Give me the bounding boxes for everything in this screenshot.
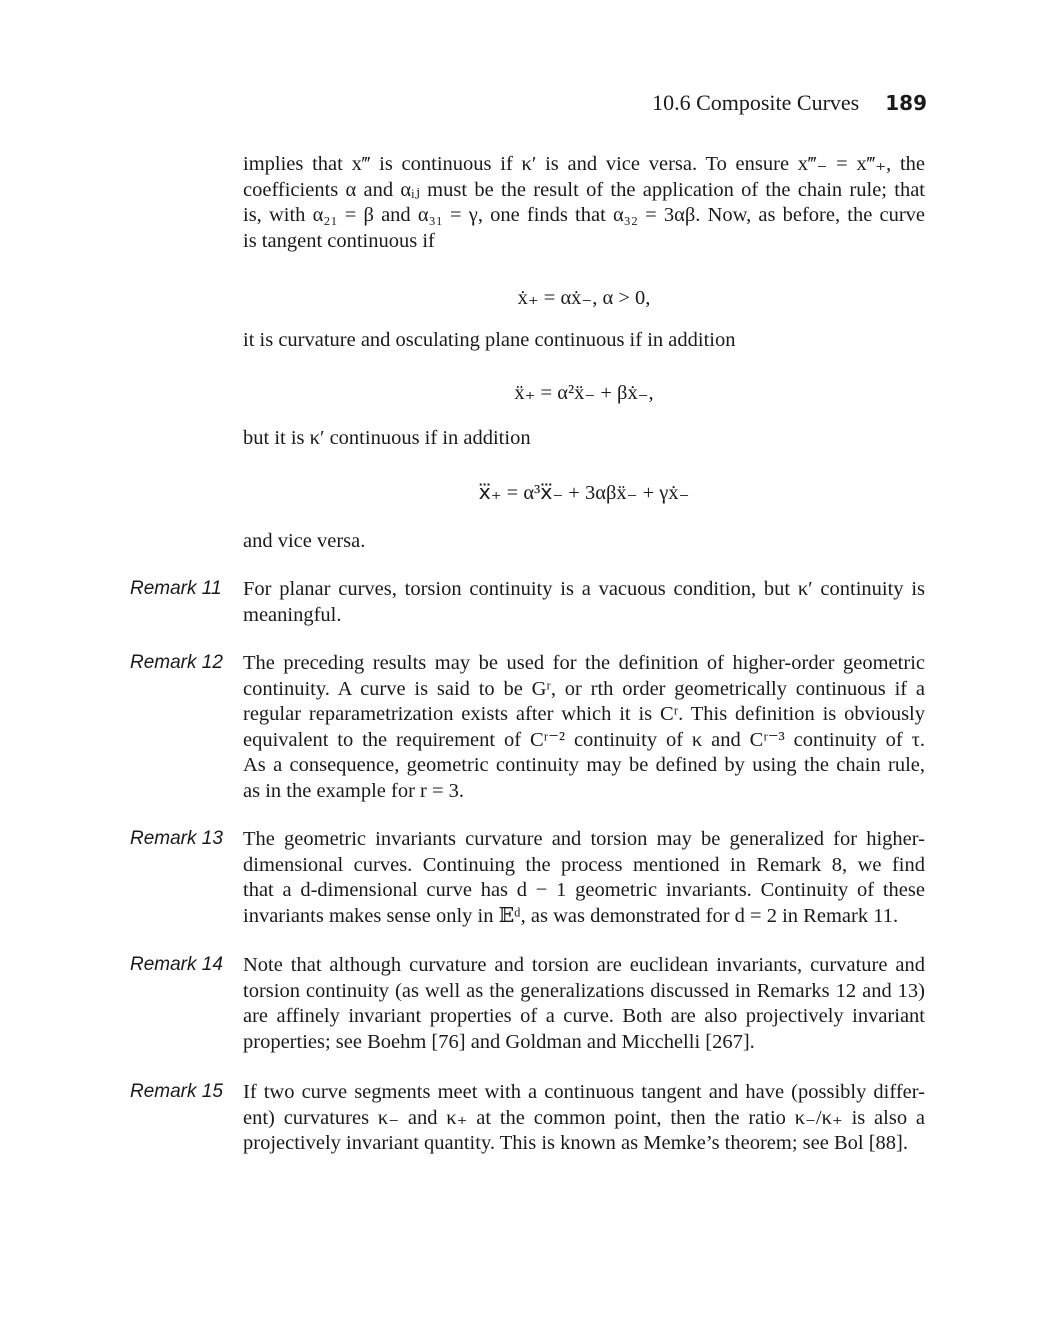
intro-paragraph (243, 152, 925, 254)
text-line: continuity. A curve is said to be Gʳ, or rth order geometrically continuous if a (243, 677, 925, 700)
text-line: it is curvature and osculating plane continuous if in addition (243, 329, 736, 351)
remark-body (243, 953, 925, 1055)
text-line: coefficients α and αᵢⱼ must be the result of the application of the chain rule; that (243, 178, 925, 201)
remark-body (243, 651, 925, 805)
paragraph-curvature (243, 328, 925, 354)
text-line: as in the example for r = 3. (243, 779, 465, 802)
text-line: As a consequence, geometric continuity may be defined by using the chain rule, (243, 754, 925, 777)
text-line: For planar curves, torsion continuity is a vacuous condition, but κ′ continuity is (243, 578, 925, 600)
text-line: equivalent to the requirement of Cʳ⁻² continuity of κ and Cʳ⁻³ continuity of τ. (243, 728, 925, 751)
text-line: torsion continuity (as well as the generalizations discussed in Remarks 12 and 13) (243, 979, 925, 1002)
text-line: regular reparametrization exists after which it is Cʳ. This definition is obviously (243, 703, 925, 726)
running-header (652, 90, 927, 116)
text-line: that a d-dimensional curve has d − 1 geometric invariants. Continuity of these (243, 879, 925, 902)
text-line: but it is κ′ continuous if in addition (243, 427, 531, 449)
page-number: 189 (885, 91, 927, 115)
text-line: dimensional curves. Continuing the process mentioned in Remark 8, we find (243, 853, 925, 876)
remark-label: Remark 14 (130, 954, 223, 975)
paragraph-kappa (243, 426, 925, 452)
text-line: invariants makes sense only in 𝔼ᵈ, as was demonstrated for d = 2 in Remark 11. (243, 904, 899, 927)
remark-body (243, 827, 925, 929)
text-line: ent) curvatures κ₋ and κ₊ at the common point, then the ratio κ₋/κ₊ is also a (243, 1106, 925, 1129)
text-line: meaningful. (243, 603, 342, 626)
text-line: properties; see Boehm [76] and Goldman and Micchelli [267]. (243, 1030, 755, 1053)
text-line: The preceding results may be used for the definition of higher-order geometric (243, 652, 925, 674)
remark-label: Remark 15 (130, 1081, 223, 1102)
equation-kappa: x⃛₊ = α³x⃛₋ + 3αβẍ₋ + γẋ₋ (478, 482, 690, 504)
remark-label: Remark 12 (130, 652, 223, 673)
text-line: is, with α₂₁ = β and α₃₁ = γ, one finds that α₃₂ = 3αβ. Now, as before, the curve (243, 204, 925, 227)
remark-label: Remark 11 (130, 578, 222, 599)
text-line: The geometric invariants curvature and torsion may be generalized for higher- (243, 828, 925, 850)
text-line: Note that although curvature and torsion are euclidean invariants, curvature and (243, 954, 925, 976)
section-title: 10.6 Composite Curves (652, 90, 860, 115)
paragraph-vice-versa (243, 529, 925, 555)
remark-label: Remark 13 (130, 828, 223, 849)
remark-body (243, 1080, 925, 1157)
text-line: is tangent continuous if (243, 229, 435, 252)
remark-body (243, 577, 925, 628)
text-line: If two curve segments meet with a continuous tangent and have (possibly differ- (243, 1081, 925, 1103)
text-line: projectively invariant quantity. This is known as Memke’s theorem; see Bol [88]. (243, 1132, 908, 1155)
text-line: are affinely invariant properties of a curve. Both are also projectively invariant (243, 1005, 925, 1028)
equation-tangent: ẋ₊ = αẋ₋, α > 0, (517, 287, 651, 309)
equation-curvature: ẍ₊ = α²ẍ₋ + βẋ₋, (514, 382, 654, 404)
text-line: implies that x‴ is continuous if κ′ is and vice versa. To ensure x‴₋ = x‴₊, the (243, 153, 925, 175)
text-line: and vice versa. (243, 530, 366, 552)
